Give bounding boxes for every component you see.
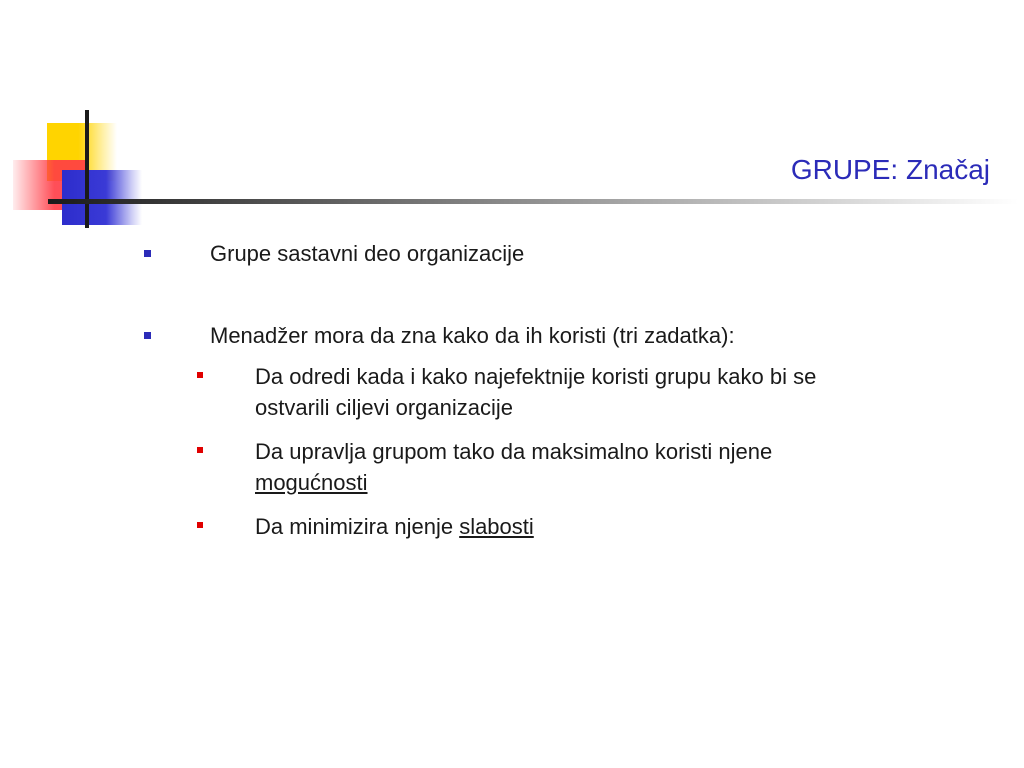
square-bullet-icon: [144, 250, 151, 257]
bullet-item-2: [210, 321, 990, 351]
square-bullet-icon: [144, 332, 151, 339]
sub-bullet-underlined-word: slabosti: [459, 514, 534, 539]
bullet-text: Menadžer mora da zna kako da ih koristi (tri zadatka):: [210, 323, 735, 348]
square-bullet-icon: [197, 372, 203, 378]
sub-bullet-underlined-word: mogućnosti: [255, 470, 368, 495]
logo-blue-square: [62, 170, 142, 225]
decorative-logo: [0, 100, 160, 240]
bullet-item-1: [210, 239, 990, 269]
square-bullet-icon: [197, 522, 203, 528]
sub-bullet-text-line1: Da odredi kada i kako najefektnije koristi grupu kako bi se: [255, 364, 817, 389]
sub-bullet-item-2: [255, 436, 995, 498]
slide-title: GRUPE: Značaj: [790, 154, 990, 185]
sub-bullet-item-1: [255, 361, 995, 423]
sub-bullet-text-line2: ostvarili ciljevi organizacije: [255, 395, 513, 420]
title-underline-rule: [48, 199, 1024, 204]
sub-bullet-text-line1: Da upravlja grupom tako da maksimalno koristi njene: [255, 439, 773, 464]
logo-vertical-line: [85, 110, 89, 228]
sub-bullet-item-3: [255, 511, 995, 542]
sub-bullet-text-prefix: Da minimizira njenje: [255, 514, 460, 539]
bullet-text: Grupe sastavni deo organizacije: [210, 241, 525, 266]
square-bullet-icon: [197, 447, 203, 453]
